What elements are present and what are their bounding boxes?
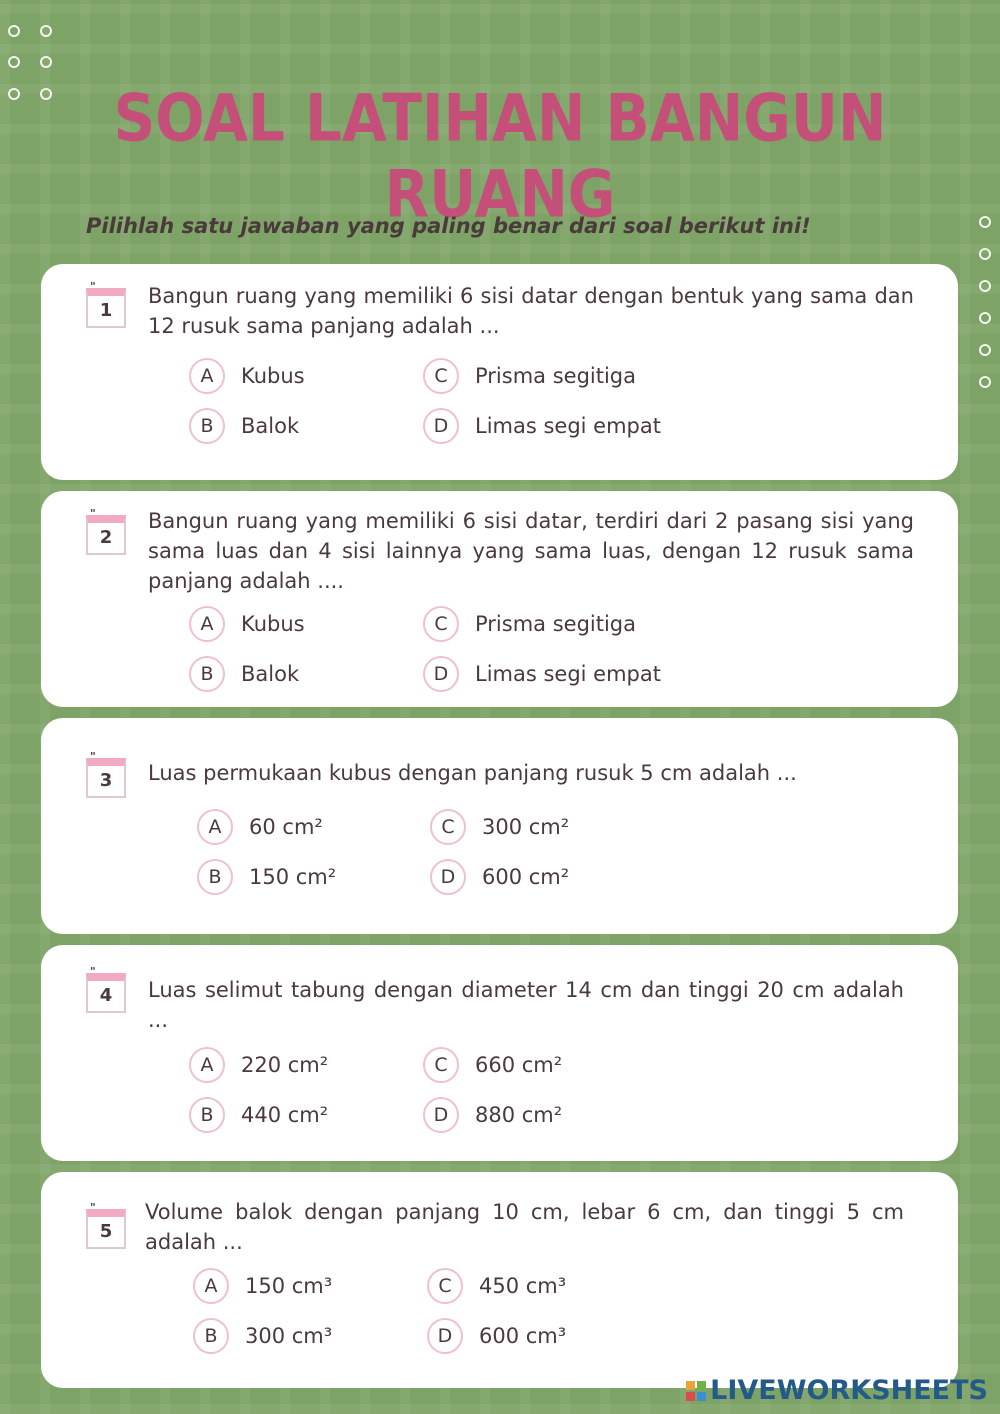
option-a[interactable] bbox=[193, 1267, 332, 1305]
option-letter: B bbox=[189, 1097, 225, 1133]
option-letter: C bbox=[430, 809, 466, 845]
liveworksheets-logo bbox=[686, 1375, 988, 1406]
option-letter: D bbox=[423, 656, 459, 692]
option-text: 450 cm³ bbox=[479, 1274, 567, 1298]
binder-rings-icon: " bbox=[90, 1201, 96, 1214]
option-text: 660 cm² bbox=[475, 1053, 563, 1077]
liveworksheets-logo-icon bbox=[686, 1381, 706, 1401]
option-letter: B bbox=[197, 859, 233, 895]
option-d[interactable] bbox=[423, 1096, 562, 1134]
question-card-5 bbox=[41, 1172, 958, 1388]
option-text: Limas segi empat bbox=[475, 414, 661, 438]
option-b[interactable] bbox=[197, 858, 336, 896]
option-text: 300 cm² bbox=[482, 815, 570, 839]
question-number: 4 bbox=[99, 985, 113, 1006]
brand-name: LIVEWORKSHEETS bbox=[710, 1375, 988, 1406]
question-card-3 bbox=[41, 718, 958, 934]
option-letter: C bbox=[423, 358, 459, 394]
question-number-badge bbox=[86, 280, 126, 328]
option-c[interactable] bbox=[423, 357, 636, 395]
option-b[interactable] bbox=[189, 655, 299, 693]
binder-rings-icon: " bbox=[90, 280, 96, 293]
option-c[interactable] bbox=[423, 1046, 562, 1084]
question-card-2 bbox=[41, 491, 958, 707]
option-letter: D bbox=[427, 1318, 463, 1354]
option-letter: B bbox=[189, 656, 225, 692]
option-text: Prisma segitiga bbox=[475, 364, 636, 388]
option-letter: A bbox=[193, 1268, 229, 1304]
option-d[interactable] bbox=[427, 1317, 566, 1355]
option-a[interactable] bbox=[189, 605, 305, 643]
question-text: Luas selimut tabung dengan diameter 14 cm dan tinggi 20 cm adalah ... bbox=[148, 978, 904, 1032]
instruction-text: Pilihlah satu jawaban yang paling benar dari soal berikut ini! bbox=[86, 214, 811, 238]
option-c[interactable] bbox=[427, 1267, 566, 1305]
question-text: Volume balok dengan panjang 10 cm, lebar 6 cm, dan tinggi 5 cm adalah ... bbox=[145, 1200, 904, 1254]
option-text: 150 cm³ bbox=[245, 1274, 333, 1298]
option-text: 60 cm² bbox=[249, 815, 323, 839]
option-text: 300 cm³ bbox=[245, 1324, 333, 1348]
question-number: 1 bbox=[99, 300, 113, 321]
option-letter: D bbox=[430, 859, 466, 895]
binder-rings-icon: " bbox=[90, 965, 96, 978]
option-text: 150 cm² bbox=[249, 865, 337, 889]
option-text: Balok bbox=[241, 414, 300, 438]
option-letter: C bbox=[423, 606, 459, 642]
question-number-badge bbox=[86, 965, 126, 1013]
binder-rings-icon: " bbox=[90, 750, 96, 763]
option-text: Balok bbox=[241, 662, 300, 686]
option-c[interactable] bbox=[430, 808, 569, 846]
question-text: Bangun ruang yang memiliki 6 sisi datar dengan bentuk yang sama dan 12 rusuk sama panjang adalah ... bbox=[148, 284, 914, 338]
option-b[interactable] bbox=[193, 1317, 332, 1355]
option-letter: D bbox=[423, 1097, 459, 1133]
question-number: 3 bbox=[99, 770, 113, 791]
option-text: 880 cm² bbox=[475, 1103, 563, 1127]
option-letter: C bbox=[423, 1047, 459, 1083]
question-number-badge bbox=[86, 1201, 126, 1249]
option-text: 600 cm² bbox=[482, 865, 570, 889]
binder-rings-icon: " bbox=[90, 507, 96, 520]
question-number: 2 bbox=[99, 527, 113, 548]
option-text: 440 cm² bbox=[241, 1103, 329, 1127]
question-card-4 bbox=[41, 945, 958, 1161]
option-letter: A bbox=[189, 1047, 225, 1083]
option-text: Limas segi empat bbox=[475, 662, 661, 686]
option-letter: A bbox=[197, 809, 233, 845]
option-letter: B bbox=[193, 1318, 229, 1354]
question-card-1 bbox=[41, 264, 958, 480]
question-number-badge bbox=[86, 750, 126, 798]
page-title: SOAL LATIHAN BANGUN RUANG bbox=[113, 80, 887, 233]
option-a[interactable] bbox=[189, 1046, 328, 1084]
option-letter: A bbox=[189, 606, 225, 642]
option-d[interactable] bbox=[423, 407, 661, 445]
option-c[interactable] bbox=[423, 605, 636, 643]
option-text: 600 cm³ bbox=[479, 1324, 567, 1348]
option-text: Kubus bbox=[241, 364, 305, 388]
option-text: Kubus bbox=[241, 612, 305, 636]
option-letter: C bbox=[427, 1268, 463, 1304]
question-number: 5 bbox=[99, 1221, 113, 1242]
option-d[interactable] bbox=[430, 858, 569, 896]
option-a[interactable] bbox=[197, 808, 323, 846]
question-number-badge bbox=[86, 507, 126, 555]
question-text: Bangun ruang yang memiliki 6 sisi datar, terdiri dari 2 pasang sisi yang sama luas dan 4 sisi lainnya yang sama luas, dengan 12 rusuk sama panjang adalah .... bbox=[148, 509, 914, 593]
question-text: Luas permukaan kubus dengan panjang rusuk 5 cm adalah ... bbox=[148, 761, 797, 785]
option-d[interactable] bbox=[423, 655, 661, 693]
option-text: 220 cm² bbox=[241, 1053, 329, 1077]
option-letter: A bbox=[189, 358, 225, 394]
option-letter: B bbox=[189, 408, 225, 444]
option-b[interactable] bbox=[189, 1096, 328, 1134]
option-a[interactable] bbox=[189, 357, 305, 395]
option-text: Prisma segitiga bbox=[475, 612, 636, 636]
option-letter: D bbox=[423, 408, 459, 444]
option-b[interactable] bbox=[189, 407, 299, 445]
